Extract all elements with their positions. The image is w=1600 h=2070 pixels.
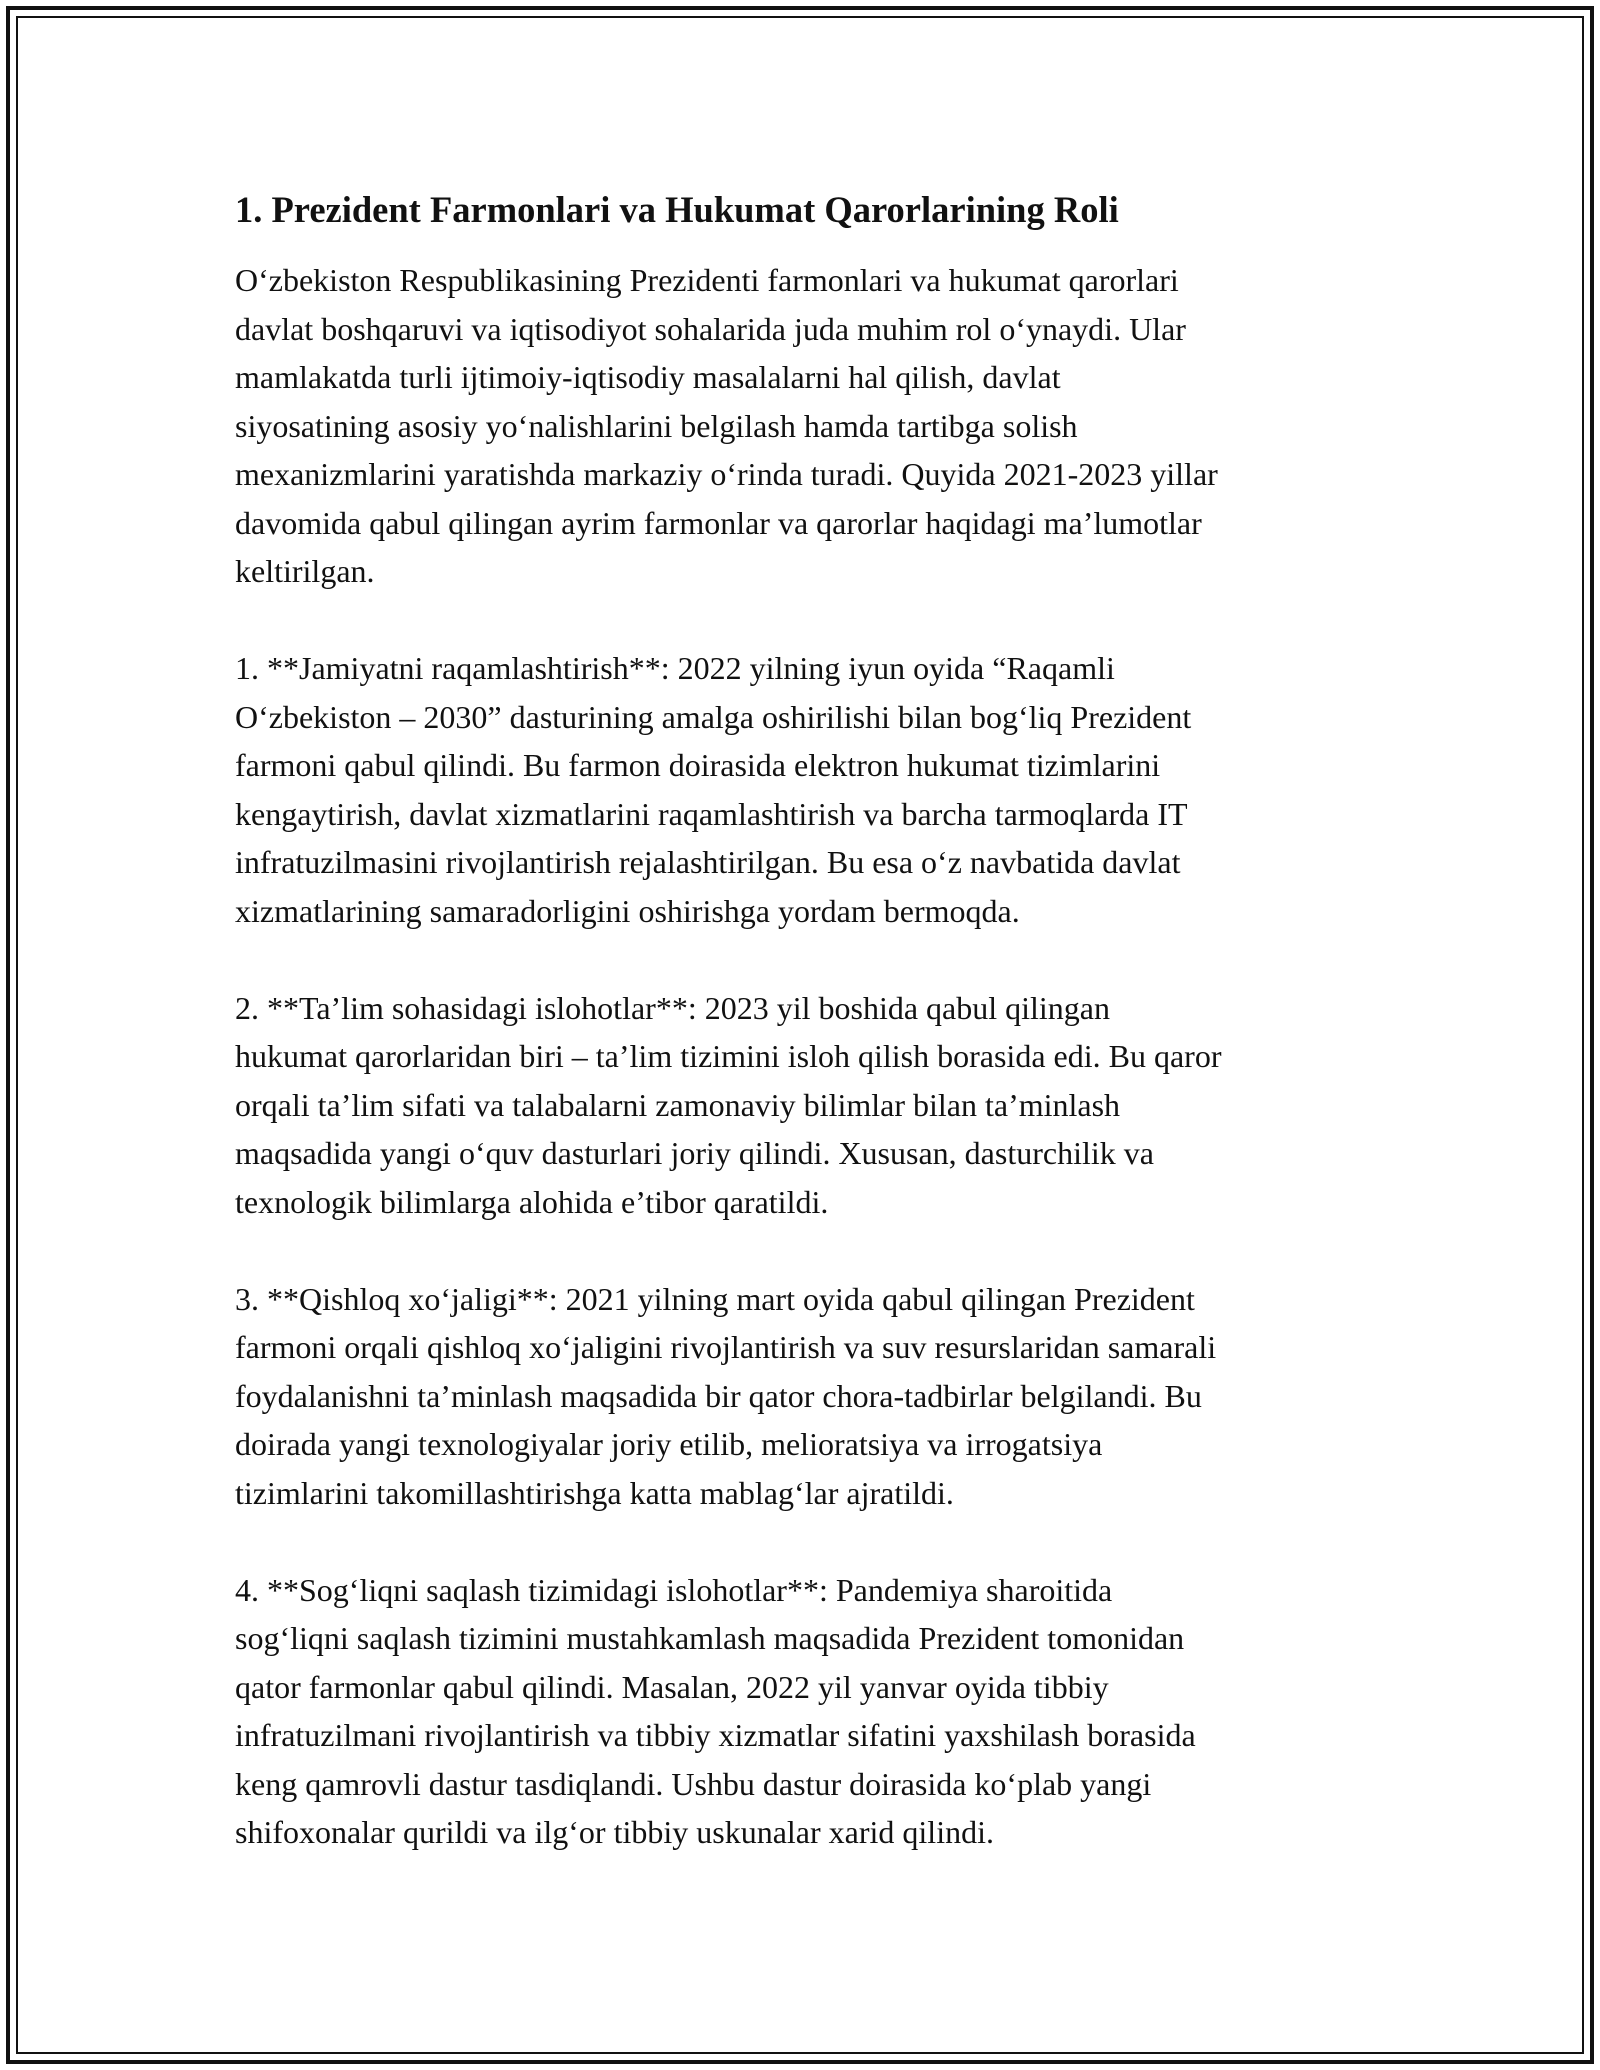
item-line: infratuzilmasini rivojlantirish rejalashtirilgan. Bu esa o‘z navbatida davlat xyxy=(235,844,1181,880)
intro-line: keltirilgan. xyxy=(235,553,375,589)
item-line: hukumat qarorlaridan biri – ta’lim tizimini isloh qilish borasida edi. Bu qaror xyxy=(235,1038,1222,1074)
item-line: tizimlarini takomillashtirishga katta mablag‘lar ajratildi. xyxy=(235,1474,954,1511)
intro-line: O‘zbekiston Respublikasining Prezidenti farmonlari va hukumat qarorlari xyxy=(235,262,1179,298)
item-line: 4. **Sog‘liqni saqlash tizimidagi islohotlar**: Pandemiya sharoitida xyxy=(235,1571,1113,1608)
item-line: kengaytirish, davlat xizmatlarini raqamlashtirish va barcha tarmoqlarda IT xyxy=(235,795,1188,832)
item-line: orqali ta’lim sifati va talabalarni zamonaviy bilimlar bilan ta’minlash xyxy=(235,1086,1121,1123)
intro-line: davlat boshqaruvi va iqtisodiyot sohalarida juda muhim rol o‘ynaydi. Ular xyxy=(235,310,1186,347)
intro-line: siyosatining asosiy yo‘nalishlarini belgilash hamda tartibga solish xyxy=(235,407,1078,444)
intro-line: mexanizmlarini yaratishda markaziy o‘rinda turadi. Quyida 2021-2023 yillar xyxy=(235,456,1218,492)
item-line: keng qamrovli dastur tasdiqlandi. Ushbu dastur doirasida ko‘plab yangi xyxy=(235,1765,1152,1802)
item-line: sog‘liqni saqlash tizimini mustahkamlash maqsadida Prezident tomonidan xyxy=(235,1620,1185,1656)
item-line: 3. **Qishloq xo‘jaligi**: 2021 yilning mart oyida qabul qilingan Prezident xyxy=(235,1280,1195,1317)
item-line: O‘zbekiston – 2030” dasturining amalga oshirilishi bilan bog‘liq Prezident xyxy=(235,698,1192,735)
item-line: maqsadida yangi o‘quv dasturlari joriy qilindi. Xususan, dasturchilik va xyxy=(235,1135,1154,1171)
intro-line: mamlakatda turli ijtimoiy-iqtisodiy masalalarni hal qilish, davlat xyxy=(235,359,1061,395)
item-line: qator farmonlar qabul qilindi. Masalan, 2022 yil yanvar oyida tibbiy xyxy=(235,1668,1109,1705)
item-line: infratuzilmani rivojlantirish va tibbiy xizmatlar sifatini yaxshilash borasida xyxy=(235,1717,1196,1753)
list-item-education xyxy=(235,984,1375,1227)
section-heading: 1. Prezident Farmonlari va Hukumat Qarorlarining Roli xyxy=(235,189,1119,230)
document-body xyxy=(235,186,1375,1857)
list-item-digitalization xyxy=(235,644,1375,935)
item-line: 1. **Jamiyatni raqamlashtirish**: 2022 yilning iyun oyida “Raqamli xyxy=(235,650,1115,686)
item-line: xizmatlarining samaradorligini oshirishga yordam bermoqda. xyxy=(235,892,1020,929)
intro-paragraph xyxy=(235,256,1375,596)
intro-line: davomida qabul qilingan ayrim farmonlar va qarorlar haqidagi ma’lumotlar xyxy=(235,504,1202,541)
item-line: texnologik bilimlarga alohida e’tibor qaratildi. xyxy=(235,1183,829,1220)
item-line: shifoxonalar qurildi va ilg‘or tibbiy uskunalar xarid qilindi. xyxy=(235,1814,994,1850)
list-item-healthcare xyxy=(235,1566,1375,1857)
item-line: doirada yangi texnologiyalar joriy etilib, melioratsiya va irrogatsiya xyxy=(235,1426,1103,1462)
list-item-agriculture xyxy=(235,1275,1375,1518)
item-line: 2. **Ta’lim sohasidagi islohotlar**: 2023 yil boshida qabul qilingan xyxy=(235,989,1110,1026)
item-line: foydalanishni ta’minlash maqsadida bir qator chora-tadbirlar belgilandi. Bu xyxy=(235,1377,1202,1414)
item-line: farmoni qabul qilindi. Bu farmon doirasida elektron hukumat tizimlarini xyxy=(235,747,1161,783)
item-line: farmoni orqali qishloq xo‘jaligini rivojlantirish va suv resurslaridan samarali xyxy=(235,1329,1217,1365)
